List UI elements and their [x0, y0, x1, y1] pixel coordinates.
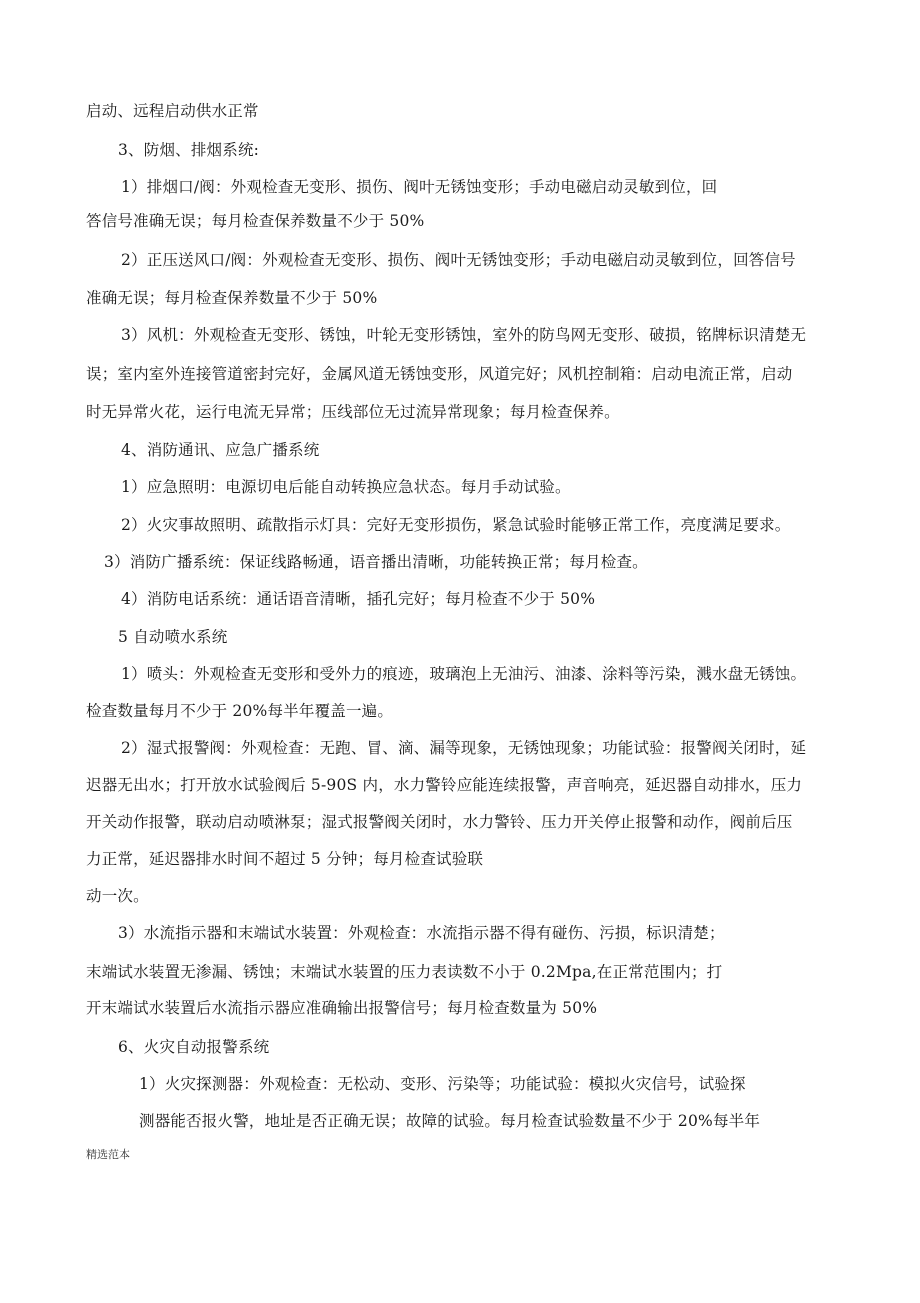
text-line: 2）正压送风口/阀：外观检查无变形、损伤、阀叶无锈蚀变形；手动电磁启动灵敏到位，回答信号 [121, 251, 796, 269]
text-line: 开关动作报警，联动启动喷淋泵；湿式报警阀关闭时，水力警铃、压力开关停止报警和动作，阀前后压 [86, 813, 793, 831]
section-heading: 3、防烟、排烟系统: [118, 141, 260, 159]
text-line: 误；室内室外连接管道密封完好，金属风道无锈蚀变形，风道完好；风机控制箱：启动电流正常，启动 [86, 365, 793, 383]
text-line: 准确无误；每月检查保养数量不少于 50% [86, 289, 378, 307]
text-line: 末端试水装置无渗漏、锈蚀；末端试水装置的压力表读数不小于 0.2Mpa,在正常范围内；打 [86, 963, 723, 981]
text-line: 测器能否报火警，地址是否正确无误；故障的试验。每月检查试验数量不少于 20%每半年 [139, 1112, 761, 1130]
text-line: 1）应急照明：电源切电后能自动转换应急状态。每月手动试验。 [121, 478, 571, 496]
text-line: 1）喷头：外观检查无变形和受外力的痕迹，玻璃泡上无油污、油漆、涂料等污染，溅水盘无锈蚀。 [121, 665, 807, 683]
text-line: 3）风机：外观检查无变形、锈蚀，叶轮无变形锈蚀，室外的防鸟网无变形、破损，铭牌标识清楚无 [121, 326, 807, 344]
text-line: 3）水流指示器和末端试水装置：外观检查：水流指示器不得有碰伤、污损，标识清楚； [118, 924, 725, 942]
text-line: 答信号准确无误；每月检查保养数量不少于 50% [86, 212, 425, 230]
text-line: 迟器无出水；打开放水试验阀后 5-90S 内，水力警铃应能连续报警，声音响亮，延迟器自动排水，压力 [86, 776, 803, 794]
text-line: 力正常，延迟器排水时间不超过 5 分钟；每月检查试验联 [86, 850, 484, 868]
text-line: 检查数量每月不少于 20%每半年覆盖一遍。 [86, 702, 394, 720]
text-line: 3）消防广播系统：保证线路畅通，语音播出清晰，功能转换正常；每月检查。 [104, 553, 648, 571]
text-line: 2）湿式报警阀：外观检查：无跑、冒、滴、漏等现象，无锈蚀现象；功能试验：报警阀关闭时，延 [121, 739, 807, 757]
text-line: 1）火灾探测器：外观检查：无松动、变形、污染等；功能试验：模拟火灾信号，试验探 [139, 1075, 746, 1093]
text-line: 启动、远程启动供水正常 [86, 102, 259, 120]
text-line: 2）火灾事故照明、疏散指示灯具：完好无变形损伤，紧急试验时能够正常工作，亮度满足要求。 [121, 516, 791, 534]
section-heading: 6、火灾自动报警系统 [118, 1038, 270, 1056]
section-heading: 5 自动喷水系统 [118, 628, 228, 646]
text-line: 1）排烟口/阀：外观检查无变形、损伤、阀叶无锈蚀变形；手动电磁启动灵敏到位，回 [121, 178, 718, 196]
text-line: 动一次。 [86, 887, 149, 905]
text-line: 时无异常火花，运行电流无异常；压线部位无过流异常现象；每月检查保养。 [86, 403, 620, 421]
page-footer: 精选范本 [86, 1148, 130, 1161]
text-line: 4）消防电话系统：通话语音清晰，插孔完好；每月检查不少于 50% [121, 590, 596, 608]
section-heading: 4、消防通讯、应急广播系统 [121, 441, 320, 459]
text-line: 开末端试水装置后水流指示器应准确输出报警信号；每月检查数量为 50% [86, 999, 598, 1017]
